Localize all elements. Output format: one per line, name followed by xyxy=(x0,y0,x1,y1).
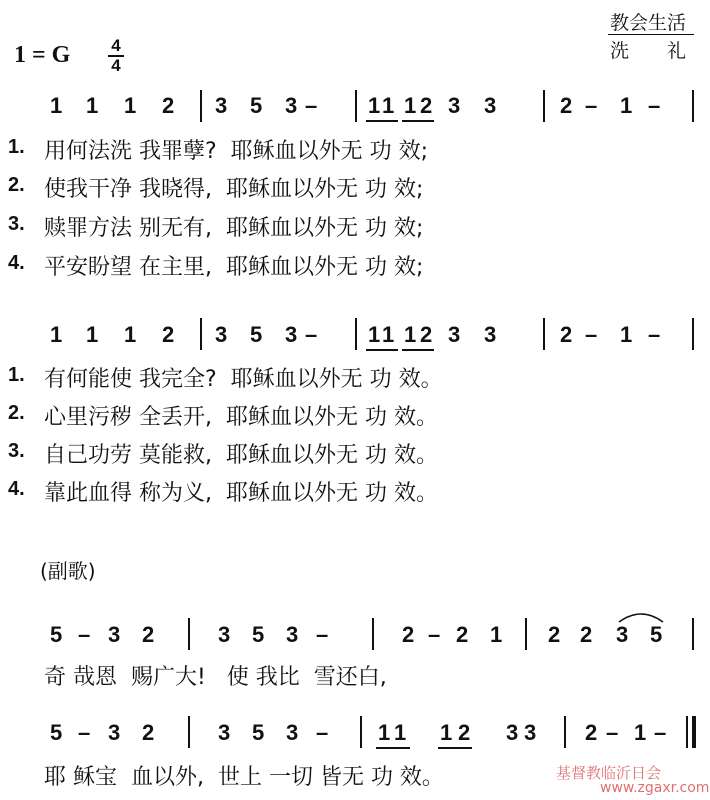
note-dash: – xyxy=(305,322,318,347)
barline xyxy=(543,90,545,122)
time-signature-top: 4 xyxy=(111,36,121,55)
note: 3 xyxy=(285,322,298,347)
note: 1 xyxy=(368,322,381,347)
barline xyxy=(355,90,357,122)
note: 1 xyxy=(404,93,417,118)
barline xyxy=(355,318,357,350)
eighth-underline xyxy=(376,747,410,749)
barline xyxy=(692,618,694,650)
note: 3 xyxy=(108,720,121,745)
chorus-lyrics-1: 奇 哉恩 赐广大! 使 我比 雪还白, xyxy=(44,665,387,690)
note: 1 xyxy=(368,93,381,118)
note: 3 xyxy=(218,622,231,647)
verse-number: 2. xyxy=(8,402,25,424)
note: 3 xyxy=(524,720,537,745)
note: 1 xyxy=(620,322,633,347)
note: 2 xyxy=(420,322,433,347)
note: 3 xyxy=(506,720,519,745)
note: 2 xyxy=(580,622,593,647)
note: 3 xyxy=(448,93,461,118)
verse-lyrics: 使我干净 我晓得, 耶稣血以外无 功 效; xyxy=(44,177,424,202)
note: 1 xyxy=(382,322,395,347)
note: 2 xyxy=(162,322,175,347)
note: 5 xyxy=(252,622,265,647)
verse-number: 1. xyxy=(8,136,25,158)
source-title: 教会生活 xyxy=(610,12,687,34)
note: 1 xyxy=(620,93,633,118)
key-signature: 1 = G xyxy=(14,42,71,68)
note-dash: – xyxy=(585,322,598,347)
chorus-lyrics-2: 耶 稣宝 血以外, 世上 一切 皆无 功 效。 xyxy=(44,765,444,790)
eighth-underline xyxy=(366,120,398,122)
note-dash: – xyxy=(78,720,91,745)
note: 3 xyxy=(286,622,299,647)
note: 5 xyxy=(250,93,263,118)
verse-lyrics: 赎罪方法 别无有, 耶稣血以外无 功 效; xyxy=(44,216,424,241)
note: 1 xyxy=(394,720,407,745)
eighth-underline xyxy=(402,120,434,122)
note: 1 xyxy=(124,322,137,347)
barline xyxy=(360,716,362,748)
note-dash: – xyxy=(316,622,329,647)
verse-lyrics: 心里污秽 全丢开, 耶稣血以外无 功 效。 xyxy=(44,405,438,430)
note: 2 xyxy=(458,720,471,745)
note: 5 xyxy=(50,622,63,647)
note: 5 xyxy=(50,720,63,745)
note: 3 xyxy=(215,322,228,347)
note-dash: – xyxy=(606,720,619,745)
note: 1 xyxy=(490,622,503,647)
note-dash: – xyxy=(654,720,667,745)
note: 5 xyxy=(250,322,263,347)
note: 1 xyxy=(86,93,99,118)
eighth-underline xyxy=(366,349,398,351)
note: 3 xyxy=(285,93,298,118)
chorus-label: (副歌) xyxy=(40,559,96,583)
note: 1 xyxy=(404,322,417,347)
note: 3 xyxy=(484,322,497,347)
note: 3 xyxy=(616,622,629,647)
source-subtitle: 洗 礼 xyxy=(610,40,687,62)
note: 3 xyxy=(448,322,461,347)
verse-lyrics: 靠此血得 称为义, 耶稣血以外无 功 效。 xyxy=(44,481,438,506)
note: 3 xyxy=(286,720,299,745)
note: 2 xyxy=(560,93,573,118)
barline xyxy=(188,716,190,748)
note: 5 xyxy=(252,720,265,745)
barline xyxy=(525,618,527,650)
barline xyxy=(564,716,566,748)
note: 2 xyxy=(142,622,155,647)
verse-lyrics: 用何法洗 我罪孽? 耶稣血以外无 功 效; xyxy=(44,139,429,164)
slur-mark xyxy=(616,606,666,624)
note: 2 xyxy=(560,322,573,347)
eighth-underline xyxy=(438,747,472,749)
note: 2 xyxy=(585,720,598,745)
barline xyxy=(372,618,374,650)
note: 1 xyxy=(382,93,395,118)
note: 1 xyxy=(440,720,453,745)
note: 2 xyxy=(402,622,415,647)
note: 1 xyxy=(86,322,99,347)
note: 2 xyxy=(142,720,155,745)
barline xyxy=(692,90,694,122)
note-dash: – xyxy=(648,93,661,118)
eighth-underline xyxy=(402,349,434,351)
source-underline xyxy=(608,34,694,35)
note: 3 xyxy=(215,93,228,118)
watermark-url: www.zgaxr.com xyxy=(600,780,710,796)
final-barline-thin xyxy=(686,716,688,748)
barline xyxy=(543,318,545,350)
note: 3 xyxy=(218,720,231,745)
note-dash: – xyxy=(78,622,91,647)
note-dash: – xyxy=(428,622,441,647)
barline xyxy=(200,90,202,122)
note: 1 xyxy=(50,322,63,347)
verse-lyrics: 平安盼望 在主里, 耶稣血以外无 功 效; xyxy=(44,255,424,280)
verse-lyrics: 有何能使 我完全? 耶稣血以外无 功 效。 xyxy=(44,367,443,392)
verse-number: 3. xyxy=(8,440,25,462)
final-barline-thick xyxy=(692,716,696,748)
verse-number: 4. xyxy=(8,252,25,274)
time-signature-bottom: 4 xyxy=(111,56,121,75)
barline xyxy=(692,318,694,350)
note-dash: – xyxy=(305,93,318,118)
note: 2 xyxy=(162,93,175,118)
note: 2 xyxy=(456,622,469,647)
note-dash: – xyxy=(316,720,329,745)
note: 1 xyxy=(124,93,137,118)
note: 3 xyxy=(484,93,497,118)
verse-lyrics: 自己功劳 莫能救, 耶稣血以外无 功 效。 xyxy=(44,443,438,468)
verse-number: 4. xyxy=(8,478,25,500)
note-dash: – xyxy=(648,322,661,347)
note: 2 xyxy=(548,622,561,647)
barline xyxy=(188,618,190,650)
note: 3 xyxy=(108,622,121,647)
note-dash: – xyxy=(585,93,598,118)
note: 5 xyxy=(650,622,663,647)
verse-number: 1. xyxy=(8,364,25,386)
note: 1 xyxy=(634,720,647,745)
note: 2 xyxy=(420,93,433,118)
verse-number: 2. xyxy=(8,174,25,196)
note: 1 xyxy=(378,720,391,745)
watermark-text: 基督教临沂日会 xyxy=(556,764,662,782)
barline xyxy=(200,318,202,350)
verse-number: 3. xyxy=(8,213,25,235)
note: 1 xyxy=(50,93,63,118)
